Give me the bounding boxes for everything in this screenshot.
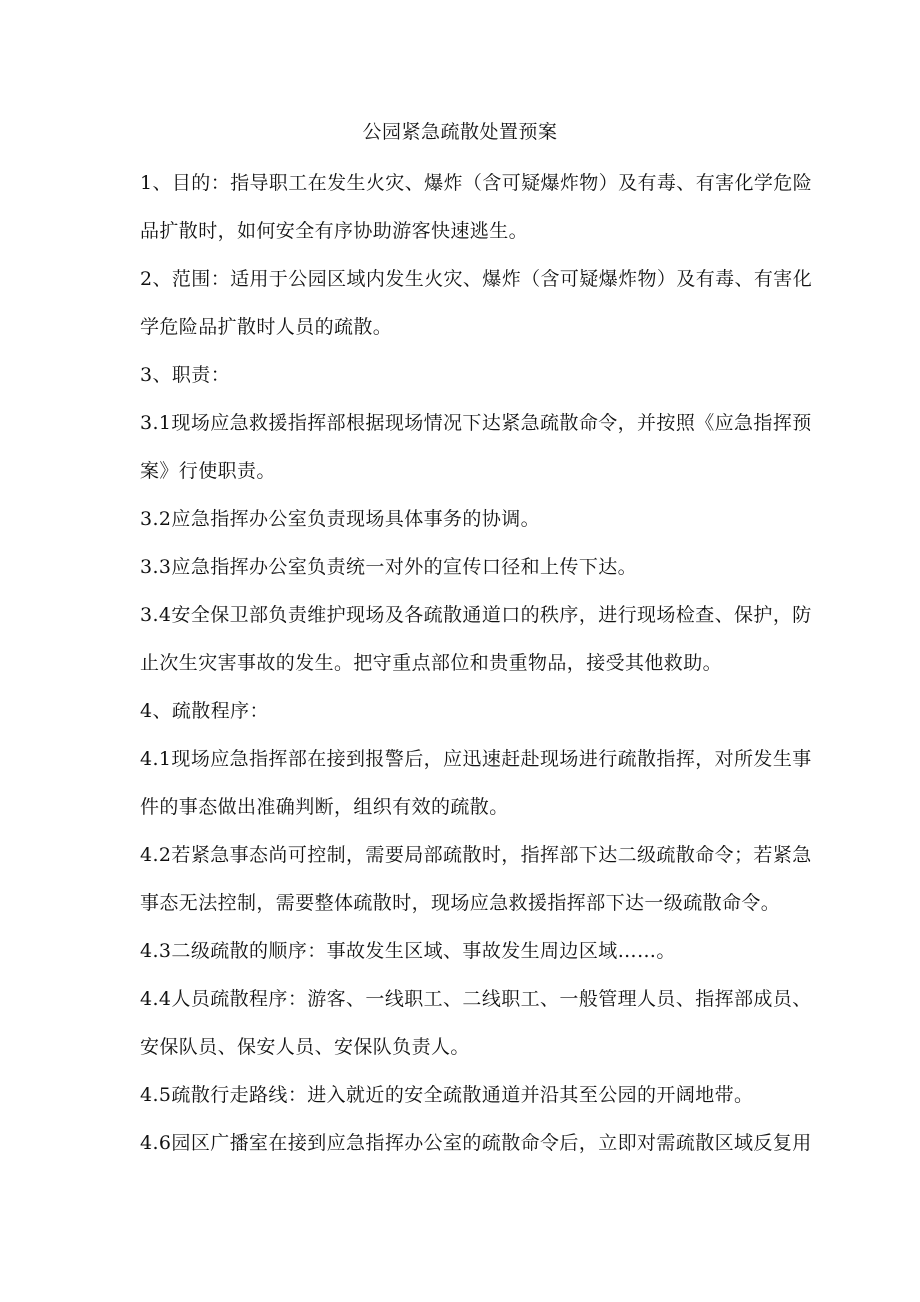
paragraph-line: 4、疏散程序： [140, 700, 269, 722]
paragraph-line: 3、职责： [140, 364, 231, 386]
paragraph-line: 止次生灾害事故的发生。把守重点部位和贵重物品，接受其他救助。 [140, 652, 723, 674]
paragraph-line: 2、范围：适用于公园区域内发生火灾、爆炸（含可疑爆炸物）及有毒、有害化 [140, 268, 813, 290]
paragraph-procedure-4-5 [140, 1071, 800, 1119]
paragraph-procedure-4-1 [140, 735, 812, 831]
paragraph-procedure-4-6 [140, 1119, 812, 1167]
paragraph-line: 4.6园区广播室在接到应急指挥办公室的疏散命令后，立即对需疏散区域反复用 [140, 1132, 812, 1154]
paragraph-line: 4.3二级疏散的顺序：事故发生区域、事故发生周边区域……。 [140, 940, 676, 962]
paragraph-line: 4.2若紧急事态尚可控制，需要局部疏散时，指挥部下达二级疏散命令；若紧急 [140, 844, 812, 866]
paragraph-duty-3-4 [140, 591, 812, 687]
document-title: 公园紧急疏散处置预案 [362, 121, 558, 143]
paragraph-duty-3-3 [140, 543, 800, 591]
paragraph-line: 3.1现场应急救援指挥部根据现场情况下达紧急疏散命令，并按照《应急指挥预 [140, 412, 812, 434]
paragraph-line: 品扩散时，如何安全有序协助游客快速逃生。 [140, 220, 529, 242]
paragraph-procedure-4-2 [140, 831, 812, 927]
paragraph-purpose [140, 159, 813, 255]
paragraph-line: 3.4安全保卫部负责维护现场及各疏散通道口的秩序，进行现场检查、保护，防 [140, 604, 812, 626]
paragraph-line: 学危险品扩散时人员的疏散。 [140, 316, 393, 338]
paragraph-line: 1、目的：指导职工在发生火灾、爆炸（含可疑爆炸物）及有毒、有害化学危险 [140, 172, 813, 194]
paragraph-line: 4.5疏散行走路线：进入就近的安全疏散通道并沿其至公园的开阔地带。 [140, 1084, 754, 1106]
paragraph-line: 事态无法控制，需要整体疏散时，现场应急救援指挥部下达一级疏散命令。 [140, 892, 781, 914]
paragraph-procedure-heading [140, 687, 800, 735]
paragraph-line: 3.3应急指挥办公室负责统一对外的宣传口径和上传下达。 [140, 556, 638, 578]
paragraph-line: 4.4人员疏散程序：游客、一线职工、二线职工、一般管理人员、指挥部成员、 [140, 988, 812, 1010]
paragraph-scope [140, 255, 813, 351]
paragraph-line: 4.1现场应急指挥部在接到报警后，应迅速赶赴现场进行疏散指挥，对所发生事 [140, 748, 812, 770]
paragraph-line: 案》行使职责。 [140, 460, 276, 482]
paragraph-duty-3-1 [140, 399, 812, 495]
paragraph-duties-heading [140, 351, 800, 399]
paragraph-procedure-4-3 [140, 927, 800, 975]
paragraph-duty-3-2 [140, 495, 800, 543]
paragraph-procedure-4-4 [140, 975, 812, 1071]
paragraph-line: 3.2应急指挥办公室负责现场具体事务的协调。 [140, 508, 541, 530]
paragraph-line: 安保队员、保安人员、安保队负责人。 [140, 1036, 470, 1058]
paragraph-line: 件的事态做出准确判断，组织有效的疏散。 [140, 796, 509, 818]
